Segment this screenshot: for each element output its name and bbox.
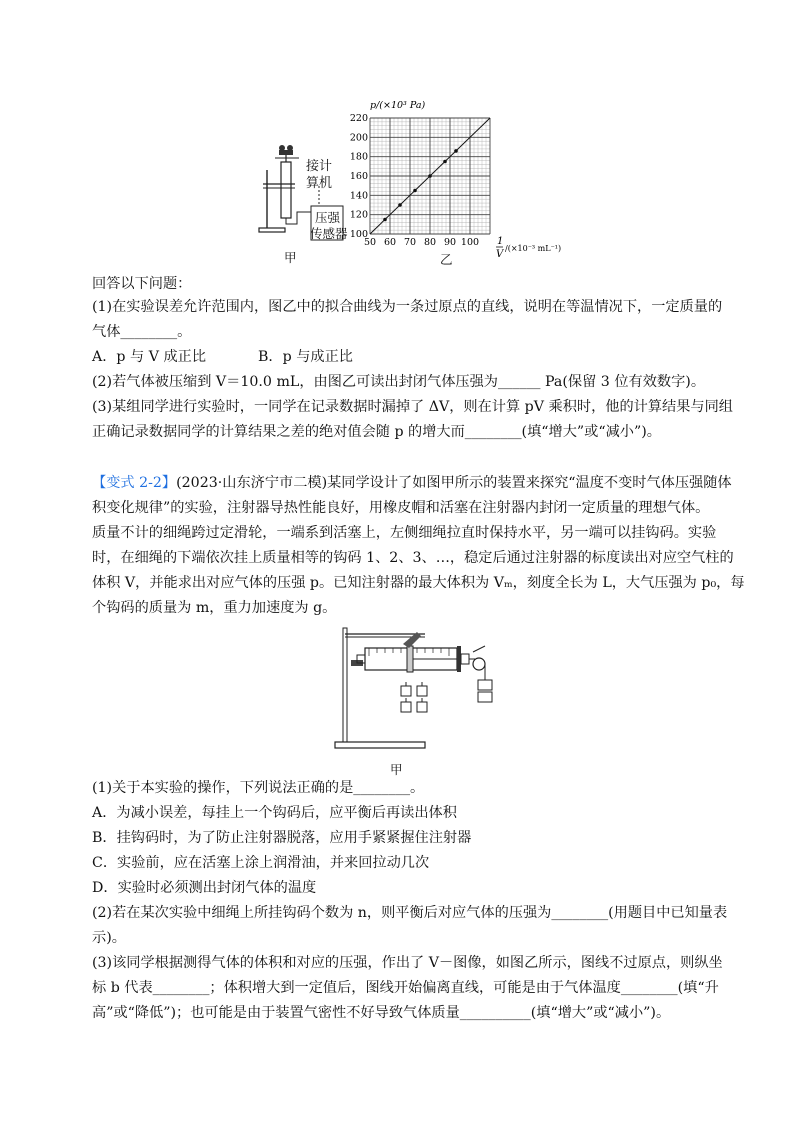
variant-line-4: 时，在细绳的下端依次挂上质量相等的钩码 1、2、3、…，稳定后通过注射器的标度读出对应空气柱的	[92, 550, 734, 566]
y-tick-label: 220	[349, 113, 368, 124]
data-point	[428, 174, 432, 178]
y-tick-label: 120	[349, 209, 368, 221]
hook-weight	[401, 702, 411, 712]
x-axis-label-den: V	[496, 249, 504, 260]
sub-question-2-line-2: 示)。	[92, 930, 126, 946]
variant-heading	[92, 473, 732, 493]
y-tick-label: 160	[349, 171, 368, 182]
syringe-apparatus-figure	[325, 622, 500, 757]
y-tick-label: 100	[349, 229, 368, 240]
option-a: A．p 与 V 成正比	[92, 349, 207, 365]
hook-weight	[417, 702, 427, 712]
y-tick-label: 140	[349, 190, 368, 202]
sub-question-1: (1)关于本实验的操作，下列说法正确的是________。	[92, 780, 425, 796]
question-2: (2)若气体被压缩到 V＝10.0 mL，由图乙可读出封闭气体压强为______ Pa(保留 3 位有效数字)。	[92, 374, 706, 390]
x-tick-label: 100	[460, 237, 480, 248]
sub-option-b: B．挂钩码时，为了防止注射器脱落，应用手紧紧握住注射器	[92, 830, 472, 846]
x-axis-unit: /(×10⁻³ mL⁻¹)	[505, 244, 562, 253]
x-tick-label: 70	[403, 237, 417, 248]
prompt-line: 回答以下问题：	[92, 276, 192, 292]
figure-caption-yi: 乙	[440, 252, 453, 267]
data-point	[443, 160, 447, 164]
sensor-label-2: 传感器	[310, 226, 348, 241]
y-axis-label: p/(×10³ Pa)	[370, 100, 426, 111]
sensor-label: 压强	[315, 210, 341, 225]
variant-line-3: 质量不计的细绳跨过定滑轮，一端系到活塞上，左侧细绳拉直时保持水平，另一端可以挂钩码。实验	[92, 525, 717, 541]
data-point	[383, 218, 387, 222]
data-point	[398, 203, 402, 207]
x-axis-label-num: 1	[497, 236, 504, 247]
question-1-line-1: (1)在实验误差允许范围内，图乙中的拟合曲线为一条过原点的直线，说明在等温情况下，一定质量的	[92, 299, 723, 315]
sub-option-c: C．实验前，应在活塞上涂上润滑油，并来回拉动几次	[92, 855, 430, 871]
variant-line-6: 个钩码的质量为 m，重力加速度为 g。	[92, 600, 337, 616]
variant-line-1: (2023·山东济宁市二模)某同学设计了如图甲所示的装置来探究“温度不变时气体压强随体	[176, 475, 732, 491]
variant-tag: 【变式 2-2】	[92, 475, 177, 491]
sub-question-2-line-1: (2)若在某次实验中细绳上所挂钩码个数为 n，则平衡后对应气体的压强为________(用题目中已知量表	[92, 905, 728, 921]
hook-weight	[401, 686, 411, 696]
question-1-line-2: 气体________。	[92, 324, 192, 340]
figure-caption-jia: 甲	[284, 250, 297, 265]
variant-line-2: 积变化规律”的实验，注射器导热性能良好，用橡皮帽和活塞在注射器内封闭一定质量的理想气体。	[92, 500, 710, 516]
x-tick-label: 80	[423, 237, 437, 248]
figure-caption-jia-2: 甲	[390, 762, 403, 777]
hook-weight	[417, 686, 427, 696]
sub-option-a: A．为减小误差，每挂上一个钩码后，应平衡后再读出体积	[92, 805, 457, 821]
sub-question-3-line-2: 标 b 代表________；体积增大到一定值后，图线开始偏离直线，可能是由于气体温度________(填“升	[92, 980, 719, 996]
option-b: B．p 与成正比	[258, 349, 353, 365]
x-tick-label: 90	[443, 237, 457, 248]
computer-label: 接计	[306, 159, 333, 174]
sub-option-d: D．实验时必须测出封闭气体的温度	[92, 880, 317, 896]
pressure-volume-graph	[340, 98, 580, 268]
sub-question-3-line-3: 高”或“降低”)；也可能是由于装置气密性不好导致气体质量__________(填“增大”或“减小”)。	[92, 1005, 671, 1021]
x-tick-label: 50	[363, 237, 377, 248]
variant-line-5: 体积 V，并能求出对应气体的压强 p。已知注射器的最大体积为 Vₘ，刻度全长为 L，大气压强为 p₀，每	[92, 575, 745, 591]
sub-question-3-line-1: (3)该同学根据测得气体的体积和对应的压强，作出了 V－图像，如图乙所示，图线不过原点，则纵坐	[92, 955, 723, 971]
question-3-line-2: 正确记录数据同学的计算结果之差的绝对值会随 p 的增大而________(填“增大”或“减小”)。	[92, 424, 661, 440]
y-tick-label: 200	[349, 132, 368, 144]
data-point	[454, 149, 458, 153]
x-tick-label: 60	[383, 237, 397, 248]
y-tick-label: 180	[349, 151, 368, 163]
computer-label-2: 算机	[306, 176, 333, 191]
question-3-line-1: (3)某组同学进行实验时，一同学在记录数据时漏掉了 ΔV，则在计算 pV 乘积时，他的计算结果与同组	[92, 399, 733, 415]
data-point	[413, 189, 417, 193]
